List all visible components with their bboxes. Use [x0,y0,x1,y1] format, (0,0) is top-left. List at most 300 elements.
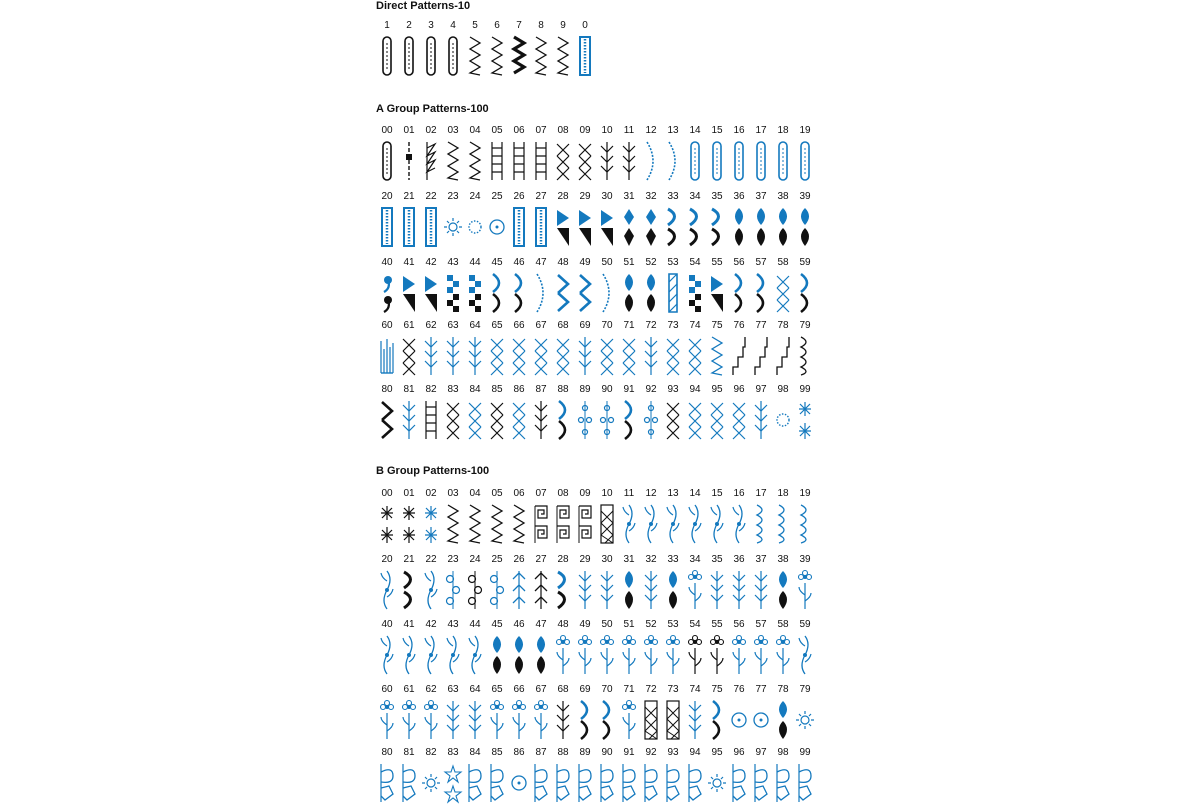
pattern-number: 92 [645,747,657,758]
stitch-pattern-96 [728,747,750,807]
ring-eyelet-icon [753,699,769,741]
stitch-pattern-12 [640,488,662,548]
stitch-pattern-08 [552,125,574,185]
flower-stitch-icon [533,699,549,741]
pattern-number: 30 [601,191,613,202]
stitch-pattern-40 [376,257,398,317]
pattern-number: 68 [557,684,569,695]
pattern-number: 79 [799,320,811,331]
scallop-pair-icon [665,206,681,248]
stitch-pattern-22 [420,554,442,614]
stitch-pattern-0 [574,20,596,80]
pattern-number: 28 [557,191,569,202]
stitch-pattern-29 [574,554,596,614]
buttonhole-slot-icon [379,140,395,182]
pattern-chart [376,0,836,800]
stitch-pattern-03 [442,488,464,548]
stitch-pattern-14 [684,125,706,185]
ring-eyelet-icon [489,206,505,248]
pattern-number: 13 [667,488,679,499]
stitch-pattern-46 [508,619,530,679]
pattern-number: 12 [645,488,657,499]
stitch-pattern-94 [684,384,706,444]
feather-stitch-icon [533,399,549,441]
pattern-number: 1 [384,20,390,31]
stitch-pattern-41 [398,257,420,317]
stitch-pattern-56 [728,257,750,317]
stitch-pattern-09 [574,488,596,548]
stitch-pattern-45 [486,257,508,317]
pattern-number: 2 [406,20,412,31]
scallop-pair-icon [401,569,417,611]
stitch-pattern-8 [530,20,552,80]
vine-stitch-icon [401,634,417,676]
diamond-pair-icon [643,206,659,248]
wave-stitch-icon [731,272,747,314]
pattern-number: 04 [469,125,481,136]
feather-stitch-icon [423,335,439,377]
cross-stitch-icon [687,335,703,377]
stitch-pattern-77 [750,320,772,380]
flower-stitch-icon [401,699,417,741]
pattern-number: 13 [667,125,679,136]
stitch-pattern-10 [596,488,618,548]
stitch-pattern-86 [508,384,530,444]
vine-stitch-icon [423,634,439,676]
pattern-number: 38 [777,554,789,565]
motif-stitch-icon [687,762,703,804]
feather-stitch-icon [599,569,615,611]
stitch-pattern-19 [794,488,816,548]
stitch-pattern-75 [706,684,728,744]
dotted-circle-icon [775,399,791,441]
vine-stitch-icon [687,503,703,545]
pattern-number: 80 [381,384,393,395]
stitch-pattern-57 [750,619,772,679]
stitch-pattern-00 [376,488,398,548]
pattern-number: 74 [689,684,701,695]
flower-stitch-icon [379,699,395,741]
stitch-pattern-52 [640,257,662,317]
stitch-pattern-83 [442,747,464,807]
ring-eyelet-icon [731,699,747,741]
pattern-number: 09 [579,125,591,136]
leaf-pair-icon [489,634,505,676]
dot-stitch-icon [599,399,615,441]
stitch-pattern-7 [508,20,530,80]
stitch-pattern-43 [442,619,464,679]
stitch-pattern-40 [376,619,398,679]
leaf-pair-icon [775,699,791,741]
pattern-number: 30 [601,554,613,565]
stitch-pattern-71 [618,684,640,744]
pattern-number: 5 [472,20,478,31]
pattern-number: 95 [711,384,723,395]
stitch-pattern-19 [794,125,816,185]
leaf-pair-icon [797,206,813,248]
pattern-number: 68 [557,320,569,331]
flower-stitch-icon [621,634,637,676]
chevron-stitch-icon [379,399,395,441]
pattern-number: 60 [381,320,393,331]
stitch-pattern-54 [684,619,706,679]
pattern-number: 82 [425,747,437,758]
flower-stitch-icon [599,634,615,676]
stitch-pattern-95 [706,384,728,444]
pattern-number: 27 [535,554,547,565]
stitch-pattern-6 [486,20,508,80]
buttonhole-slot-icon [401,35,417,77]
pattern-number: 41 [403,257,415,268]
flower-stitch-icon [423,699,439,741]
satin-rectangle-icon [577,35,593,77]
leaf-pair-icon [731,206,747,248]
stitch-pattern-77 [750,684,772,744]
snowflake-stitch-icon [797,399,813,441]
zigzag-stitch-icon [467,35,483,77]
zigzag-stitch-icon [489,503,505,545]
pattern-number: 36 [733,191,745,202]
motif-stitch-icon [599,762,615,804]
arc-stitch-icon [665,140,681,182]
flower-stitch-icon [577,634,593,676]
loop-stitch-icon [489,569,505,611]
stitch-pattern-84 [464,747,486,807]
stitch-pattern-3 [420,20,442,80]
stitch-pattern-03 [442,125,464,185]
pattern-number: 19 [799,125,811,136]
pattern-number: 3 [428,20,434,31]
pattern-number: 88 [557,384,569,395]
cross-stitch-icon [401,335,417,377]
pattern-number: 06 [513,488,525,499]
feather-stitch-icon [555,699,571,741]
pattern-number: 00 [381,488,393,499]
stitch-pattern-84 [464,384,486,444]
pattern-number: 65 [491,320,503,331]
wave-stitch-icon [489,272,505,314]
pattern-number: 46 [513,619,525,630]
stitch-pattern-78 [772,684,794,744]
pattern-number: 14 [689,488,701,499]
ladder-stitch-icon [533,140,549,182]
stitch-pattern-25 [486,191,508,251]
stitch-pattern-88 [552,384,574,444]
stitch-pattern-48 [552,619,574,679]
pattern-number: 31 [623,554,635,565]
stitch-pattern-61 [398,320,420,380]
arc-stitch-icon [533,272,549,314]
serpentine-stitch-icon [797,335,813,377]
stitch-pattern-99 [794,747,816,807]
stitch-pattern-17 [750,125,772,185]
lattice-stitch-icon [643,699,659,741]
pattern-number: 18 [777,125,789,136]
stitch-pattern-64 [464,684,486,744]
flower-stitch-icon [731,634,747,676]
stitch-pattern-39 [794,191,816,251]
satin-zigzag-stitch-icon [511,35,527,77]
stitch-pattern-51 [618,257,640,317]
fringe-stitch-icon [379,335,395,377]
serpentine-stitch-icon [753,503,769,545]
flower-stitch-icon [687,569,703,611]
motif-stitch-icon [665,762,681,804]
pattern-number: 78 [777,684,789,695]
flower-stitch-icon [643,634,659,676]
pattern-number: 22 [425,191,437,202]
pattern-number: 99 [799,384,811,395]
pattern-number: 90 [601,747,613,758]
zigzag-stitch-icon [445,503,461,545]
pattern-number: 98 [777,747,789,758]
stitch-pattern-53 [662,257,684,317]
stitch-pattern-88 [552,747,574,807]
wave-stitch-icon [797,272,813,314]
stitch-pattern-05 [486,125,508,185]
stitch-pattern-17 [750,488,772,548]
pattern-number: 77 [755,684,767,695]
pattern-number: 33 [667,191,679,202]
pattern-number: 56 [733,619,745,630]
stitch-pattern-87 [530,384,552,444]
stitch-pattern-80 [376,384,398,444]
motif-stitch-icon [753,762,769,804]
pattern-number: 07 [535,488,547,499]
pattern-number: 93 [667,384,679,395]
stitch-pattern-06 [508,488,530,548]
vine-stitch-icon [709,503,725,545]
pattern-number: 05 [491,488,503,499]
wave-stitch-icon [599,699,615,741]
vine-stitch-icon [467,634,483,676]
stitch-pattern-91 [618,747,640,807]
pattern-number: 89 [579,747,591,758]
vine-stitch-icon [643,503,659,545]
pattern-number: 60 [381,684,393,695]
pattern-number: 27 [535,191,547,202]
cross-stitch-icon [665,399,681,441]
stitch-pattern-66 [508,320,530,380]
buttonhole-slot-icon [687,140,703,182]
section-title-group-b: B Group Patterns-100 [376,465,490,477]
feather-stitch-icon [467,335,483,377]
pattern-number: 81 [403,747,415,758]
pattern-number: 45 [491,257,503,268]
wave-stitch-icon [555,399,571,441]
leaf-pair-icon [511,634,527,676]
stitch-pattern-85 [486,747,508,807]
stitch-pattern-98 [772,747,794,807]
pattern-number: 61 [403,684,415,695]
pattern-number: 32 [645,554,657,565]
pattern-number: 20 [381,554,393,565]
greek-key-stitch-icon [577,503,593,545]
stitch-pattern-65 [486,320,508,380]
pattern-number: 19 [799,488,811,499]
stitch-pattern-99 [794,384,816,444]
arrow-stitch-icon [511,569,527,611]
pattern-number: 03 [447,125,459,136]
pattern-number: 42 [425,257,437,268]
stitch-pattern-36 [728,554,750,614]
stitch-pattern-79 [794,320,816,380]
stitch-pattern-58 [772,619,794,679]
pattern-number: 40 [381,619,393,630]
zigzag-stitch-icon [489,35,505,77]
stitch-pattern-09 [574,125,596,185]
stitch-pattern-42 [420,257,442,317]
stitch-pattern-58 [772,257,794,317]
serpentine-stitch-icon [797,503,813,545]
pattern-number: 23 [447,554,459,565]
buttonhole-slot-icon [379,35,395,77]
pattern-number: 97 [755,384,767,395]
checker-stitch-icon [445,272,461,314]
cross-stitch-icon [775,272,791,314]
zigzag-stitch-icon [467,503,483,545]
diamond-pair-icon [621,206,637,248]
feather-stitch-icon [577,335,593,377]
pattern-number: 48 [557,257,569,268]
cross-stitch-icon [731,399,747,441]
stitch-pattern-26 [508,554,530,614]
stitch-pattern-28 [552,191,574,251]
stitch-pattern-64 [464,320,486,380]
pattern-number: 00 [381,125,393,136]
flower-stitch-icon [775,634,791,676]
pattern-number: 24 [469,191,481,202]
stitch-pattern-27 [530,554,552,614]
stitch-pattern-70 [596,320,618,380]
stitch-pattern-5 [464,20,486,80]
stitch-pattern-61 [398,684,420,744]
pattern-number: 93 [667,747,679,758]
stitch-pattern-21 [398,191,420,251]
stitch-pattern-27 [530,191,552,251]
loop-stitch-icon [445,569,461,611]
pattern-number: 81 [403,384,415,395]
stitch-pattern-54 [684,257,706,317]
feather-stitch-icon [467,699,483,741]
pattern-number: 83 [447,384,459,395]
stitch-pattern-20 [376,191,398,251]
stitch-pattern-02 [420,488,442,548]
motif-stitch-icon [731,762,747,804]
stitch-pattern-53 [662,619,684,679]
stitch-pattern-16 [728,488,750,548]
buttonhole-slot-icon [797,140,813,182]
leaf-pair-icon [665,569,681,611]
pattern-number: 11 [623,125,635,136]
cross-stitch-icon [555,335,571,377]
triangle-pair-icon [423,272,439,314]
stitch-pattern-63 [442,684,464,744]
pattern-number: 21 [403,554,415,565]
pattern-number: 36 [733,554,745,565]
motif-stitch-icon [643,762,659,804]
stitch-pattern-2 [398,20,420,80]
stitch-pattern-98 [772,384,794,444]
pattern-number: 50 [601,619,613,630]
stitch-pattern-49 [574,619,596,679]
pattern-number: 34 [689,554,701,565]
pattern-number: 90 [601,384,613,395]
stitch-pattern-71 [618,320,640,380]
pattern-number: 16 [733,125,745,136]
pattern-number: 57 [755,619,767,630]
feather-stitch-icon [731,569,747,611]
pattern-number: 8 [538,20,544,31]
pattern-number: 48 [557,619,569,630]
stitch-pattern-48 [552,257,574,317]
buttonhole-slot-icon [423,35,439,77]
wave-stitch-icon [511,272,527,314]
stitch-pattern-79 [794,684,816,744]
stitch-pattern-74 [684,684,706,744]
cross-stitch-icon [687,399,703,441]
snowflake-stitch-icon [379,503,395,545]
stitch-pattern-43 [442,257,464,317]
pattern-number: 33 [667,554,679,565]
pattern-number: 99 [799,747,811,758]
stitch-pattern-20 [376,554,398,614]
zigzag-stitch-icon [709,335,725,377]
pattern-number: 83 [447,747,459,758]
stitch-pattern-60 [376,320,398,380]
feather-stitch-icon [577,569,593,611]
pattern-number: 63 [447,320,459,331]
pattern-number: 43 [447,619,459,630]
stitch-pattern-33 [662,554,684,614]
pattern-number: 46 [513,257,525,268]
pattern-number: 16 [733,488,745,499]
motif-stitch-icon [621,762,637,804]
pattern-number: 40 [381,257,393,268]
pattern-number: 28 [557,554,569,565]
section-title-direct: Direct Patterns-10 [376,0,471,12]
pattern-number: 9 [560,20,566,31]
pattern-number: 82 [425,384,437,395]
stitch-pattern-92 [640,384,662,444]
pattern-number: 55 [711,257,723,268]
stitch-pattern-15 [706,488,728,548]
stitch-pattern-85 [486,384,508,444]
pattern-number: 21 [403,191,415,202]
pattern-number: 72 [645,684,657,695]
pattern-number: 56 [733,257,745,268]
step-stitch-icon [775,335,791,377]
pattern-number: 86 [513,384,525,395]
stitch-pattern-97 [750,747,772,807]
pattern-number: 55 [711,619,723,630]
pattern-number: 09 [579,488,591,499]
pattern-number: 88 [557,747,569,758]
wave-stitch-icon [753,272,769,314]
stitch-pattern-38 [772,554,794,614]
greek-key-stitch-icon [555,503,571,545]
flower-stitch-icon [665,634,681,676]
feather-stitch-icon [687,699,703,741]
pattern-number: 53 [667,619,679,630]
pattern-number: 64 [469,320,481,331]
pattern-number: 08 [557,488,569,499]
cross-stitch-icon [445,399,461,441]
pattern-number: 91 [623,747,635,758]
dot-stitch-icon [643,399,659,441]
pattern-number: 80 [381,747,393,758]
ladder-stitch-icon [423,399,439,441]
